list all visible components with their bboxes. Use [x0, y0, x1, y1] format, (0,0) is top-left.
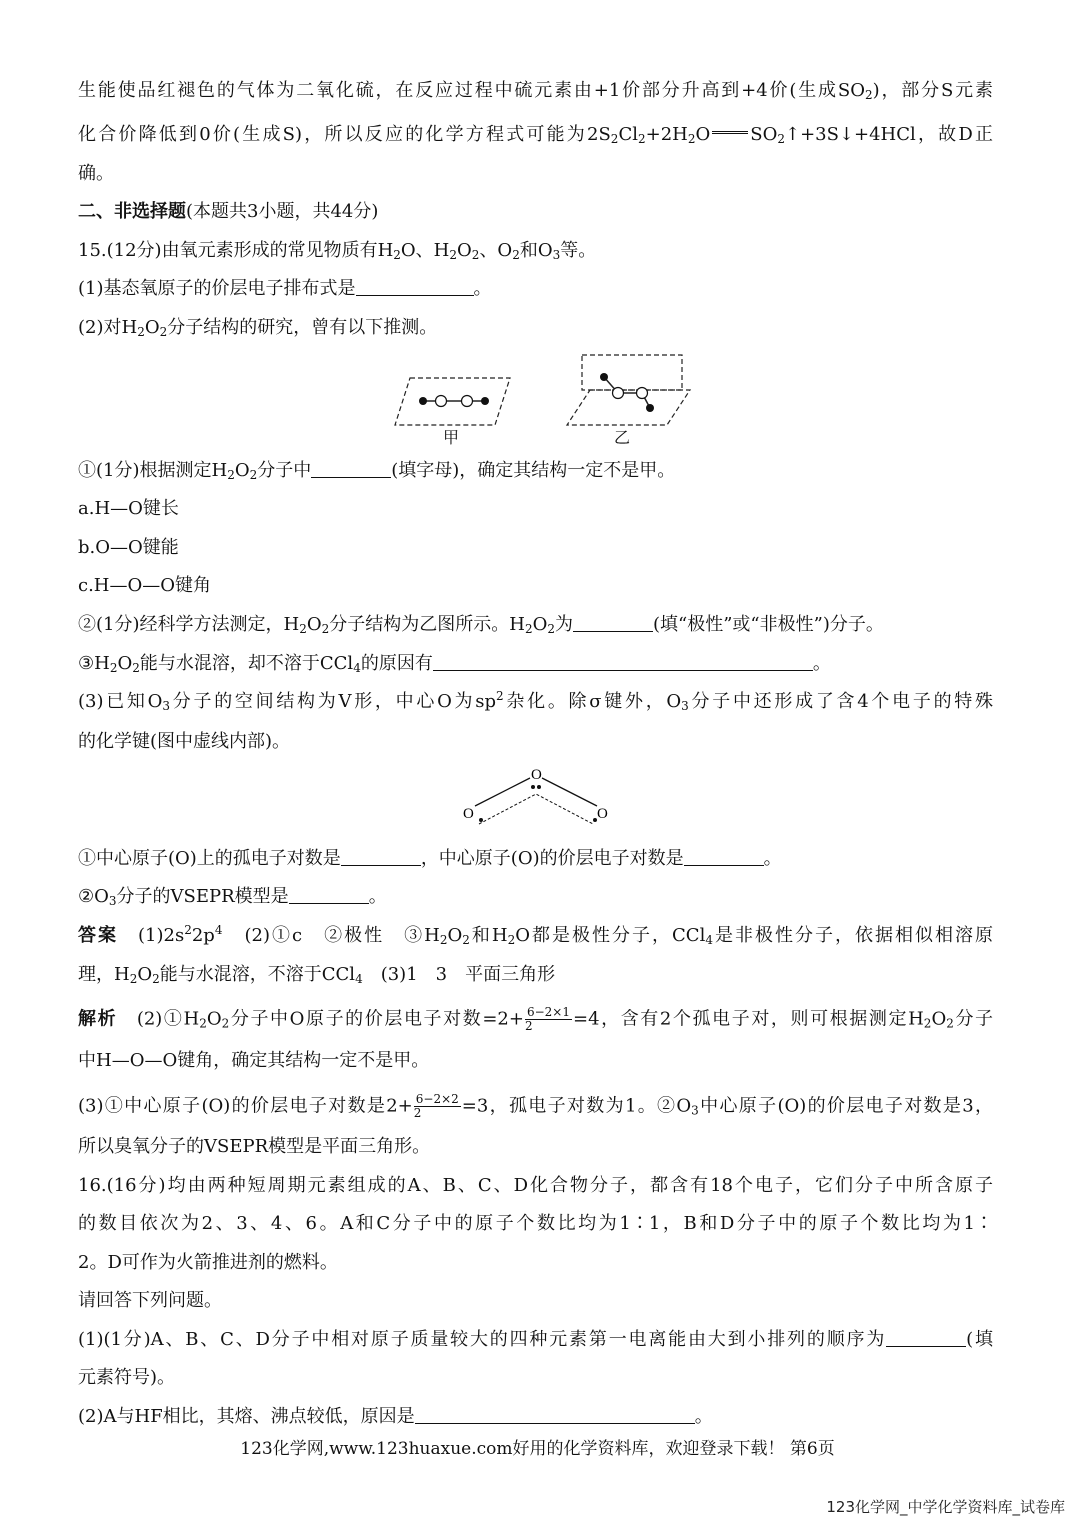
option-b: b.O—O键能 — [78, 537, 179, 558]
answer-line: 答案 $(1)2s^22p^4$ (2)①c ②极性 $③H_2O_2$和$H_2O$都是极性分子，CCl$_4$是非极性分子，依据相似相溶原 — [78, 923, 994, 947]
explanation-line: 解析 $(2)①H_2O_2$分子中O原子的价层电子对数=2+ $\frac{6-2\times 1}{2}$ =4，含有2个孤电子对，则可根据测定$H_2O_2$分子 — [78, 1005, 994, 1033]
answer-blank[interactable] — [684, 849, 764, 866]
sigma-bond — [475, 778, 530, 806]
answer-blank[interactable] — [311, 461, 391, 478]
page-footer: 123化学网,www.123huaxue.com好用的化学资料库，欢迎登录下载！ 第6页 — [240, 1439, 835, 1459]
explanation-line: (3)①中心原子(O)的价层电子对数是2+ $\frac{6-2\times 2}{2}$ =3，孤电子对数为1。$②O_3$中心原子(O)的价层电子对数是3， — [78, 1092, 993, 1120]
figure-caption-yi: 乙 — [614, 428, 631, 447]
question-15-sub-2: ②(1分)经科学方法测定，$H_2O_2$分子结构为乙图所示。$H_2O_2$为 (填“极性”或“非极性”)分子。 — [78, 614, 884, 636]
h-atom — [481, 397, 489, 405]
answer-blank[interactable] — [433, 654, 813, 671]
section-heading: 二、非选择题(本题共3小题，共44分) — [78, 201, 379, 222]
h-atom — [646, 404, 654, 412]
o-atom-label: O — [597, 806, 608, 822]
plane-yi-horizontal — [567, 390, 690, 425]
electron-dot — [531, 785, 535, 789]
electron-dot — [537, 785, 541, 789]
explanation-line: 中H—O—O键角，确定其结构一定不是甲。 — [78, 1050, 430, 1071]
o-atom-label: O — [531, 767, 542, 783]
answer-blank[interactable] — [415, 1407, 695, 1424]
plane-yi-vertical — [582, 355, 682, 390]
question-15-stem: 15.(12分)由氧元素形成的常见物质有$H_2O$、$H_2O_2$、$O_2$和$O_3$等。 — [78, 240, 597, 262]
question-15-sub-3: $③H_2O_2$能与水混溶，却不溶于CCl$_4$的原因有 。 — [78, 653, 831, 675]
question-15-part-3: (3)已知$O_3$分子的空间结构为V形，中心O为$sp^2$杂化。除σ键外，$O_3$分子中还形成了含4个电子的特殊 — [78, 689, 994, 713]
answer-blank[interactable] — [289, 887, 369, 904]
question-16-prompt: 请回答下列问题。 — [78, 1290, 222, 1311]
h2o2-structure-figure — [385, 350, 695, 450]
answer-blank[interactable] — [356, 279, 474, 296]
answer-blank[interactable] — [886, 1330, 966, 1347]
question-16-part-2: (2)A与HF相比，其熔、沸点较低，原因是 。 — [78, 1406, 713, 1427]
text-line: 化合价降低到0价(生成S)，所以反应的化学方程式可能为$2S_2Cl_2+2H_2O$ $SO_2↑+3S↓+4HCl$，故D正 — [78, 124, 994, 146]
electron-dot — [479, 818, 483, 822]
o-atom — [637, 388, 648, 399]
answer-blank[interactable] — [341, 849, 421, 866]
question-15-sub-1: ①(1分)根据测定$H_2O_2$分子中 (填字母)，确定其结构一定不是甲。 — [78, 460, 676, 482]
answer-blank[interactable] — [573, 615, 653, 632]
question-15-part-3-sub-1: ①中心原子(O)上的孤电子对数是 ，中心原子(O)的价层电子对数是 。 — [78, 848, 782, 869]
electron-dot — [593, 818, 597, 822]
fraction: $\frac{6-2\times 2}{2}$ — [413, 1092, 459, 1120]
question-16-stem: 的数目依次为2、3、4、6。A和C分子中的原子个数比均为1∶1，B和D分子中的原子个数比均为1∶ — [78, 1213, 993, 1234]
question-16-stem: 16.(16分)均由两种短周期元素组成的A、B、C、D化合物分子，都含有18个电子，它们分子中所含原子 — [78, 1175, 993, 1196]
text-line: 的化学键(图中虚线内部)。 — [78, 731, 291, 752]
o-atom — [462, 396, 473, 407]
text-line: 确。 — [78, 163, 114, 184]
question-15-part-1: (1)基态氧原子的价层电子排布式是 。 — [78, 278, 492, 299]
o-atom — [613, 388, 624, 399]
o-atom — [436, 396, 447, 407]
delocalized-bond-outline — [479, 794, 593, 824]
answer-line: 理，$H_2O_2$能与水混溶，不溶于CCl$_4$ (3)1 3 平面三角形 — [78, 964, 556, 986]
h-atom — [600, 373, 608, 381]
question-15-part-3-sub-2: $②O_3$分子的VSEPR模型是 。 — [78, 886, 387, 908]
figure-caption-jia: 甲 — [443, 428, 460, 447]
h-atom — [419, 397, 427, 405]
o-atom-label: O — [463, 806, 474, 822]
question-16-part-1: 元素符号)。 — [78, 1367, 176, 1388]
text-line: 生能使品红褪色的气体为二氧化硫，在反应过程中硫元素由+1价部分升高到+4价(生成$SO_2$)，部分S元素 — [78, 80, 993, 102]
option-a: a.H—O键长 — [78, 498, 179, 519]
question-16-stem: 2。D可作为火箭推进剂的燃料。 — [78, 1252, 338, 1273]
equals-sign — [712, 131, 748, 134]
explanation-label: 解析 — [78, 1008, 118, 1030]
ozone-structure-figure — [455, 762, 625, 832]
explanation-line: 所以臭氧分子的VSEPR模型是平面三角形。 — [78, 1136, 431, 1157]
watermark-text: 123化学网_中学化学资料库_试卷库 — [826, 1498, 1065, 1516]
question-15-part-2: (2)对$H_2O_2$分子结构的研究，曾有以下推测。 — [78, 317, 438, 339]
question-16-part-1: (1)(1分)A、B、C、D分子中相对原子质量较大的四种元素第一电离能由大到小排列的顺序为 (填 — [78, 1329, 993, 1350]
answer-label: 答案 — [78, 925, 119, 946]
fraction: $\frac{6-2\times 1}{2}$ — [524, 1005, 570, 1033]
option-c: c.H—O—O键角 — [78, 575, 212, 596]
